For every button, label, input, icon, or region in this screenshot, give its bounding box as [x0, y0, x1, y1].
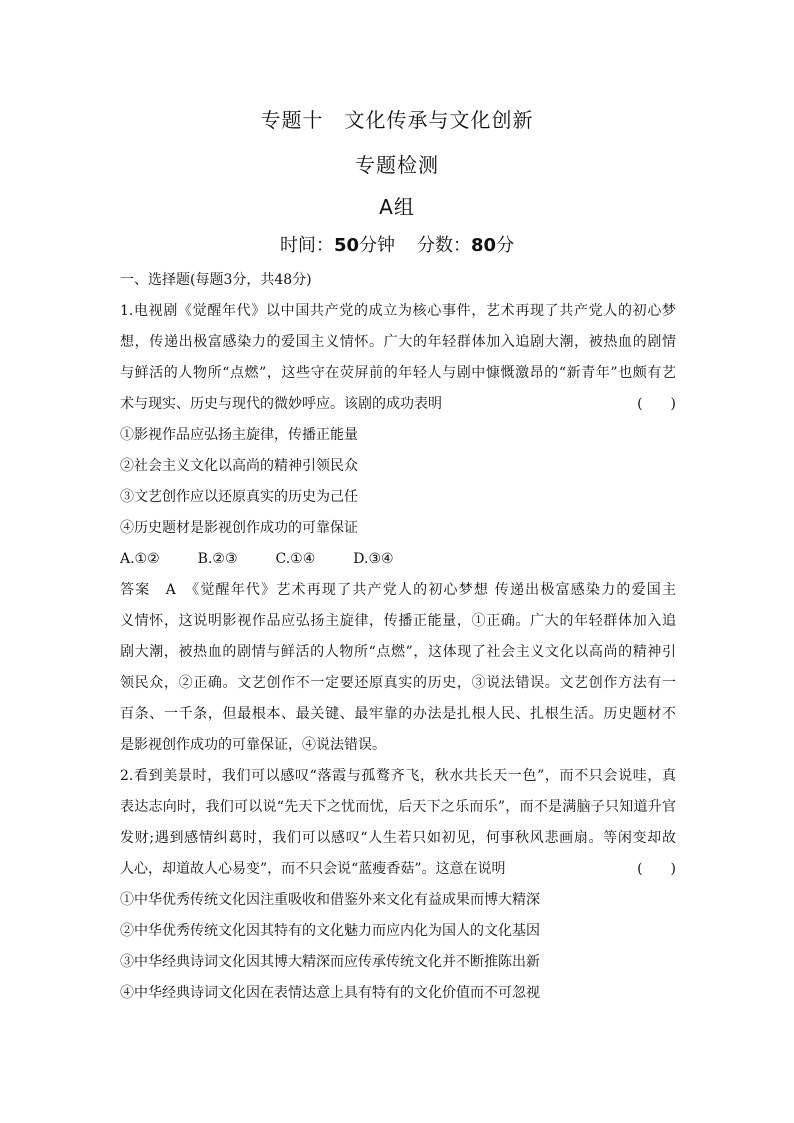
- q1-option-a: A.①②: [120, 551, 160, 567]
- group-label: A组: [379, 195, 415, 219]
- q1-answer-line: 义情怀，这说明影视作品应弘扬主旋律，传播正能量，①正确。广大的年轻群体加入追: [120, 613, 676, 629]
- q1-statement: ②社会主义文化以高尚的精神引领民众: [120, 458, 358, 474]
- q2-stem-line: 表达志向时，我们可以说“先天下之忧而忧，后天下之乐而乐”，而不是满脑子只知道升官: [120, 799, 676, 815]
- q1-answer-line: 是影视创作成功的可靠保证，④说法错误。: [120, 737, 386, 753]
- page-subtitle: 专题检测: [355, 153, 439, 177]
- q1-stem-last-line: [120, 389, 676, 420]
- q1-stem-end: 术与现实、历史与现代的微妙呼应。该剧的成功表明: [120, 396, 442, 412]
- q2-stem-line: 发财;遇到感情纠葛时，我们可以感叹“人生若只如初见，何事秋风悲画扇。等闲变却故: [120, 830, 676, 846]
- q2-stem-end: 人心，却道故人心易变”，而不只会说“蓝瘦香菇”。这意在说明: [120, 861, 506, 877]
- q2-statement: ②中华优秀传统文化因其特有的文化魅力而应内化为国人的文化基因: [120, 923, 540, 939]
- score-label: 分数：: [417, 235, 471, 256]
- q1-stem-line: 想，传递出极富感染力的爱国主义情怀。广大的年轻群体加入追剧大潮，被热血的剧情: [120, 334, 676, 350]
- time-unit: 分钟: [359, 235, 395, 256]
- q1-answer-line: 剧大潮，被热血的剧情与鲜活的人物所“点燃”，这体现了社会主义文化以高尚的精神引: [120, 644, 676, 660]
- q1-statement: ③文艺创作应以还原真实的历史为己任: [120, 489, 358, 505]
- q2-stem-line: 2.看到美景时，我们可以感叹“落霞与孤鹜齐飞，秋水共长天一色”，而不只会说哇，真: [120, 768, 676, 784]
- time-label: 时间：: [279, 235, 334, 256]
- page-title: 专题十 文化传承与文化创新: [260, 108, 534, 132]
- q2-statement: ③中华经典诗词文化因其博大精深而应传承传统文化并不断推陈出新: [120, 954, 540, 970]
- q1-answer-line: 答案 A 《觉醒年代》艺术再现了共产党人的初心梦想 传递出极富感染力的爱国主: [120, 582, 676, 598]
- q1-stem-line: 与鲜活的人物所“点燃”，这些守在荧屏前的年轻人与剧中慷慨激昂的“新青年”也颇有艺: [120, 365, 676, 381]
- q1-answer-line: 百条、一千条，但最根本、最关键、最牢靠的办法是扎根人民、扎根生活。历史题材不: [120, 706, 676, 722]
- q1-option-b: B.②③: [197, 551, 238, 567]
- q2-answer-blank: ( ): [637, 861, 676, 877]
- q1-options: [120, 544, 676, 575]
- q1-statement: ①影视作品应弘扬主旋律，传播正能量: [120, 427, 358, 443]
- q1-option-d: D.③④: [353, 551, 394, 567]
- score-value: 80: [471, 235, 497, 256]
- q1-statement: ④历史题材是影视创作成功的可靠保证: [120, 520, 358, 536]
- time-value: 50: [333, 235, 359, 256]
- q2-statement: ①中华优秀传统文化因注重吸收和借鉴外来文化有益成果而博大精深: [120, 892, 540, 908]
- q2-stem-last-line: [120, 854, 676, 885]
- q1-option-c: C.①④: [275, 551, 316, 567]
- score-unit: 分: [496, 235, 515, 256]
- time-score-line: [0, 231, 794, 257]
- q1-stem-line: 1.电视剧《觉醒年代》以中国共产党的成立为核心事件，艺术再现了共产党人的初心梦: [120, 303, 676, 319]
- section-heading: 一、选择题(每题3分，共48分): [120, 272, 312, 288]
- questions-body: [120, 265, 676, 1009]
- q1-answer-line: 领民众，②正确。文艺创作不一定要还原真实的历史，③说法错误。文艺创作方法有一: [120, 675, 676, 691]
- q1-answer-blank: ( ): [637, 396, 676, 412]
- q2-statement: ④中华经典诗词文化因在表情达意上具有特有的文化价值而不可忽视: [120, 985, 540, 1001]
